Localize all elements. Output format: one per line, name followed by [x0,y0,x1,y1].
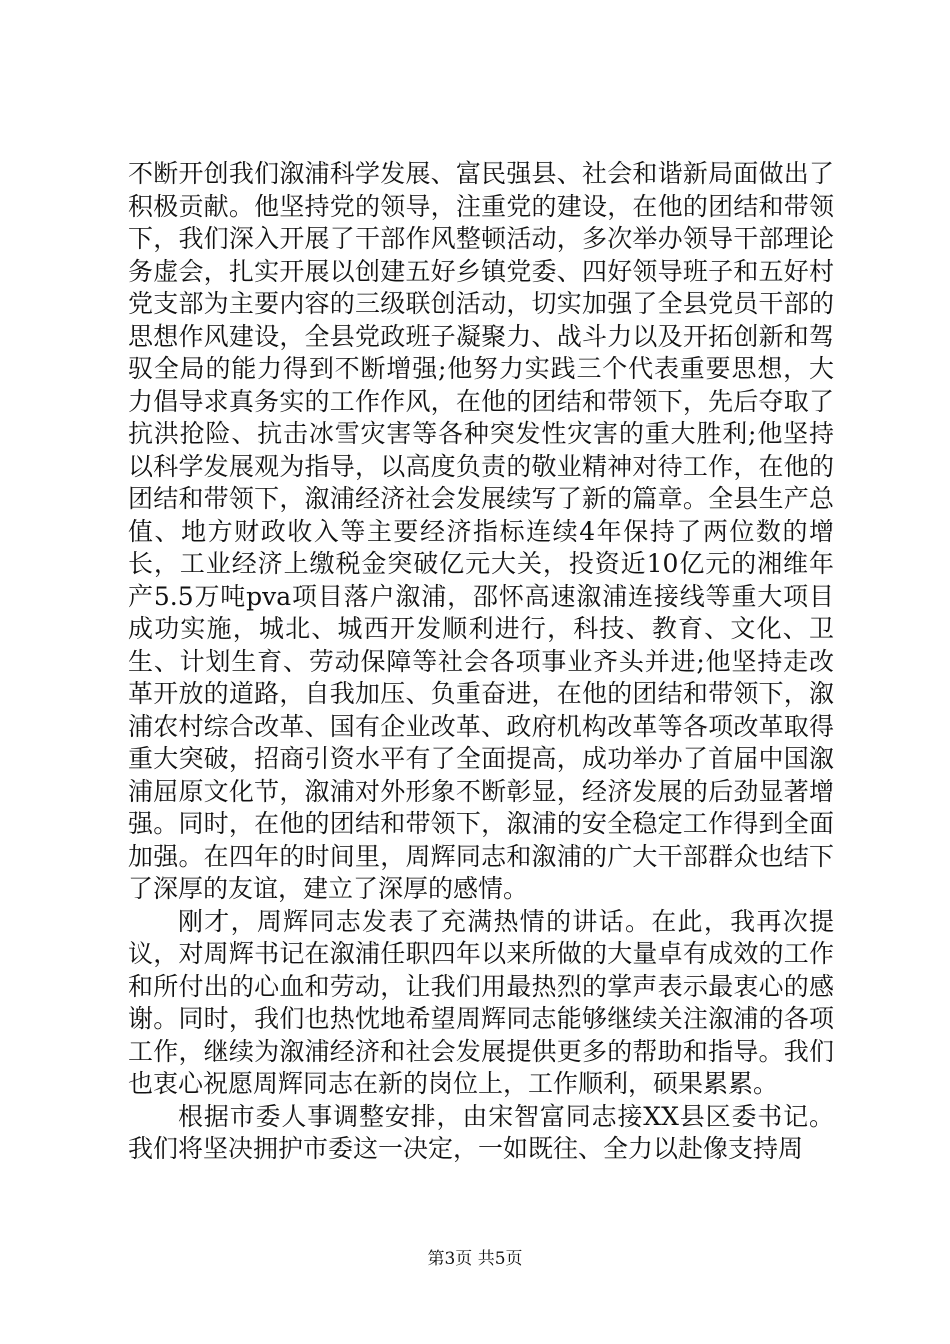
document-body [128,158,834,1166]
paragraph-2: 刚才，周辉同志发表了充满热情的讲话。在此，我再次提议，对周辉书记在溆浦任职四年以来所做的大量卓有成效的工作和所付出的心血和劳动，让我们用最热烈的掌声表示最衷心的感谢。同时，我们也热忱地希望周辉同志能够继续关注溆浦的各项工作，继续为溆浦经济和社会发展提供更多的帮助和指导。我们也衷心祝愿周辉同志在新的岗位上，工作顺利，硕果累累。 [128,906,834,1098]
paragraph-3: 根据市委人事调整安排，由宋智富同志接XX县区委书记。我们将坚决拥护市委这一决定，一如既往、全力以赴像支持周 [128,1101,834,1163]
page-footer: 第3页 共5页 [427,1249,523,1269]
paragraph-1: 不断开创我们溆浦科学发展、富民强县、社会和谐新局面做出了积极贡献。他坚持党的领导，注重党的建设，在他的团结和带领下，我们深入开展了干部作风整顿活动，多次举办领导干部理论务虚会，扎实开展以创建五好乡镇党委、四好领导班子和五好村党支部为主要内容的三级联创活动，切实加强了全县党员干部的思想作风建设，全县党政班子凝聚力、战斗力以及开拓创新和驾驭全局的能力得到不断增强;他努力实践三个代表重要思想，大力倡导求真务实的工作作风，在他的团结和带领下，先后夺取了抗洪抢险、抗击冰雪灾害等各种突发性灾害的重大胜利;他坚持以科学发展观为指导，以高度负责的敬业精神对待工作，在他的团结和带领下，溆浦经济社会发展续写了新的篇章。全县生产总值、地方财政收入等主要经济指标连续4年保持了两位数的增长，工业经济上缴税金突破亿元大关，投资近10亿元的湘维年产5.5万吨pva项目落户溆浦，邵怀高速溆浦连接线等重大项目成功实施，城北、城西开发顺利进行，科技、教育、文化、卫生、计划生育、劳动保障等社会各项事业齐头并进;他坚持走改革开放的道路，自我加压、负重奋进，在他的团结和带领下，溆浦农村综合改革、国有企业改革、政府机构改革等各项改革取得重大突破，招商引资水平有了全面提高，成功举办了首届中国溆浦屈原文化节，溆浦对外形象不断彰显，经济发展的后劲显著增强。同时，在他的团结和带领下，溆浦的安全稳定工作得到全面加强。在四年的时间里，周辉同志和溆浦的广大干部群众也结下了深厚的友谊，建立了深厚的感情。 [128,159,834,903]
